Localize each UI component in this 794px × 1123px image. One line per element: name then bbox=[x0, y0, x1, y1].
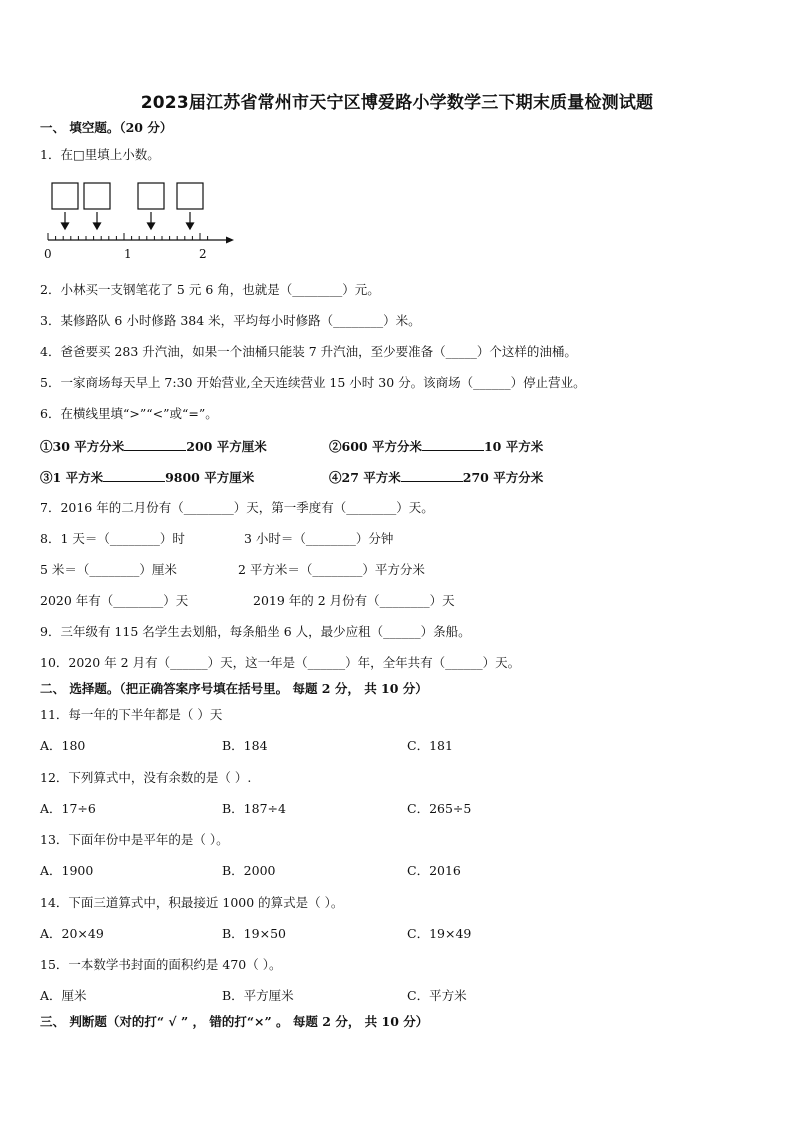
axis-label-1: 1 bbox=[124, 247, 132, 261]
question-14-text: 14．下面三道算式中，积最接近 1000 的算式是（ ）。 bbox=[40, 895, 344, 910]
q6-item-4-left: 27 平方米 bbox=[341, 470, 401, 485]
q6-item-4-right: 270 平方分米 bbox=[462, 470, 544, 485]
q6-item-4 bbox=[329, 469, 543, 486]
question-6-text: 6．在横线里填“>”“<”或“=”。 bbox=[40, 406, 218, 421]
q12-option-c[interactable]: C．265÷5 bbox=[407, 801, 472, 816]
q6-item-3-right: 9800 平方厘米 bbox=[165, 470, 255, 485]
axis-label-2: 2 bbox=[199, 247, 207, 261]
question-15-text: 15．一本数学书封面的面积约是 470（ ）。 bbox=[40, 957, 282, 972]
question-12-text: 12．下列算式中，没有余数的是（ ）. bbox=[40, 770, 252, 785]
q8-row2-a: 5 米＝（________）厘米 bbox=[40, 562, 177, 577]
section-3-heading: 三、 判断题（对的打“ √ ” ， 错的打“×” 。 每题 2 分， 共 10 分） bbox=[40, 1014, 429, 1029]
q6-item-1 bbox=[40, 438, 267, 455]
question-4: 4．爸爸要买 283 升汽油，如果一个油桶只能装 7 升汽油，至少要准备（_____）个这样的油桶。 bbox=[40, 344, 577, 359]
answer-box-1[interactable] bbox=[52, 183, 78, 209]
q6-item-2-num: ② bbox=[329, 439, 342, 454]
q13-option-a[interactable]: A．1900 bbox=[40, 863, 94, 878]
q11-option-c[interactable]: C．181 bbox=[407, 738, 453, 753]
section-1-heading: 一、 填空题。（20 分） bbox=[40, 120, 173, 135]
axis-ticks bbox=[48, 233, 208, 240]
q6-item-1-num: ① bbox=[40, 439, 53, 454]
q6-item-2-right: 10 平方米 bbox=[483, 439, 544, 454]
q8-row1-a: 8．1 天＝（________）时 bbox=[40, 531, 185, 546]
q15-option-b[interactable]: B．平方厘米 bbox=[222, 988, 294, 1003]
q8-row3-b: 2019 年的 2 月份有（________）天 bbox=[253, 593, 455, 608]
q15-option-a[interactable]: A．厘米 bbox=[40, 988, 87, 1003]
q6-item-3 bbox=[40, 469, 254, 486]
section-2-heading: 二、 选择题。（把正确答案序号填在括号里。 每题 2 分， 共 10 分） bbox=[40, 681, 428, 696]
q11-option-a[interactable]: A．180 bbox=[40, 738, 86, 753]
number-line-figure bbox=[38, 178, 248, 263]
question-3: 3．某修路队 6 小时修路 384 米，平均每小时修路（________）米。 bbox=[40, 313, 421, 328]
q6-item-3-left: 1 平方米 bbox=[52, 470, 104, 485]
q6-item-1-right: 200 平方厘米 bbox=[186, 439, 267, 454]
question-1-text: 1．在□里填上小数。 bbox=[40, 147, 160, 162]
q13-option-c[interactable]: C．2016 bbox=[407, 863, 461, 878]
question-2: 2．小林买一支钢笔花了 5 元 6 角，也就是（________）元。 bbox=[40, 282, 380, 297]
q6-item-4-blank[interactable] bbox=[401, 469, 463, 482]
question-9: 9．三年级有 115 名学生去划船，每条船坐 6 人，最少应租（______）条船。 bbox=[40, 624, 471, 639]
q11-option-b[interactable]: B．184 bbox=[222, 738, 268, 753]
q6-item-2-left: 600 平方分米 bbox=[341, 439, 422, 454]
axis-arrowhead bbox=[226, 237, 234, 244]
q12-option-b[interactable]: B．187÷4 bbox=[222, 801, 286, 816]
q14-option-c[interactable]: C．19×49 bbox=[407, 926, 472, 941]
q6-item-1-blank[interactable] bbox=[124, 438, 186, 451]
question-5: 5．一家商场每天早上 7:30 开始营业,全天连续营业 15 小时 30 分。该商场（______）停止营业。 bbox=[40, 375, 586, 390]
page-title: 2023届江苏省常州市天宁区博爱路小学数学三下期末质量检测试题 bbox=[140, 93, 654, 113]
q6-item-4-num: ④ bbox=[329, 470, 342, 485]
answer-box-4[interactable] bbox=[177, 183, 203, 209]
q12-option-a[interactable]: A．17÷6 bbox=[40, 801, 96, 816]
q14-option-b[interactable]: B．19×50 bbox=[222, 926, 286, 941]
q6-item-2-blank[interactable] bbox=[422, 438, 484, 451]
q6-item-2 bbox=[329, 438, 543, 455]
answer-box-2[interactable] bbox=[84, 183, 110, 209]
q15-option-c[interactable]: C．平方米 bbox=[407, 988, 467, 1003]
question-10: 10．2020 年 2 月有（______）天，这一年是（______）年，全年共有（______）天。 bbox=[40, 655, 521, 670]
q14-option-a[interactable]: A．20×49 bbox=[40, 926, 104, 941]
q8-row2-b: 2 平方米＝（________）平方分米 bbox=[238, 562, 425, 577]
question-11-text: 11．每一年的下半年都是（ ）天 bbox=[40, 707, 223, 722]
answer-box-3[interactable] bbox=[138, 183, 164, 209]
q6-item-3-num: ③ bbox=[40, 470, 53, 485]
pointer-arrows bbox=[62, 212, 194, 229]
q13-option-b[interactable]: B．2000 bbox=[222, 863, 276, 878]
question-7: 7．2016 年的二月份有（________）天，第一季度有（________）天。 bbox=[40, 500, 434, 515]
q6-item-1-left: 30 平方分米 bbox=[52, 439, 125, 454]
axis-label-0: 0 bbox=[44, 247, 52, 261]
q8-row3-a: 2020 年有（________）天 bbox=[40, 593, 189, 608]
q8-row1-b: 3 小时＝（________）分钟 bbox=[244, 531, 394, 546]
q6-item-3-blank[interactable] bbox=[103, 469, 165, 482]
question-13-text: 13．下面年份中是平年的是（ ）。 bbox=[40, 832, 229, 847]
